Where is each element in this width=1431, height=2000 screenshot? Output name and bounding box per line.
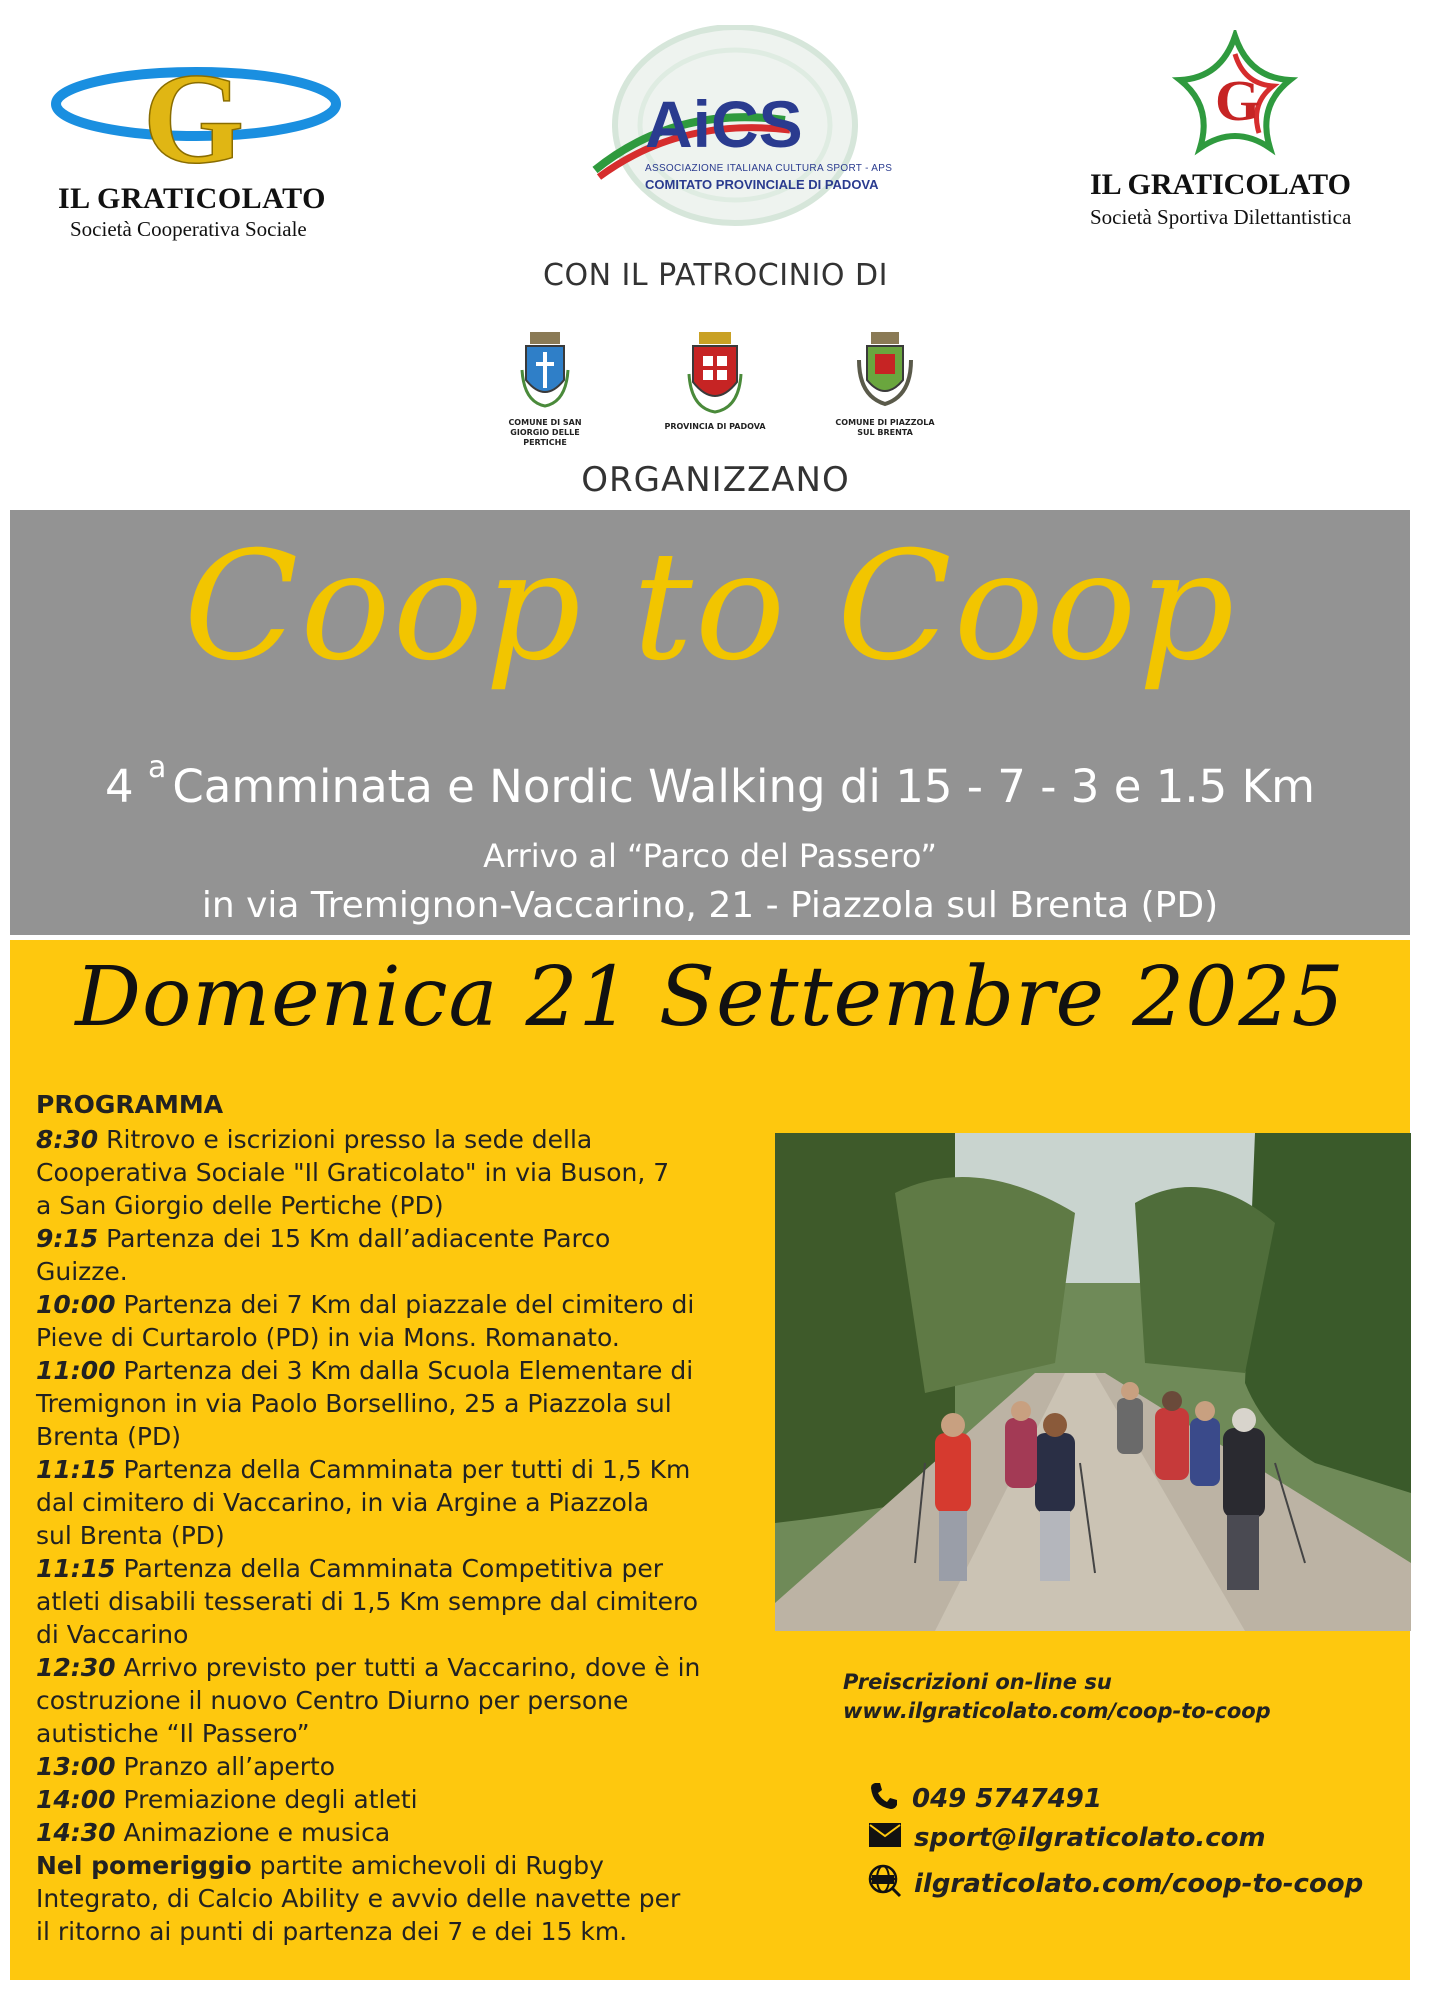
program-line (36, 1222, 776, 1255)
organizzano-heading: ORGANIZZANO (581, 460, 850, 500)
program-line (36, 1189, 776, 1222)
crest-san-giorgio (490, 330, 600, 448)
program-text: Pieve di Curtarolo (PD) in via Mons. Romanato. (36, 1323, 620, 1352)
program-text: Partenza della Camminata per tutti di 1,5 Km (115, 1455, 691, 1484)
program-time: 12:30 (36, 1653, 116, 1682)
program-line (36, 1783, 776, 1816)
logo-letter-right: G (1215, 68, 1261, 133)
program-line (36, 1585, 776, 1618)
logo-right-name: IL GRATICOLATO (1090, 168, 1351, 201)
event-date: Domenica 21 Settembre 2025 (75, 950, 1345, 1045)
registration-label: Preiscrizioni on-line su (843, 1670, 1112, 1694)
program-line (36, 1750, 776, 1783)
program-line (36, 1321, 776, 1354)
coat-of-arms-icon (520, 330, 570, 410)
logo-graticolato-sportiva (1080, 30, 1410, 240)
contact-phone[interactable] (868, 1780, 1102, 1819)
program-text: Integrato, di Calcio Ability e avvio delle navette per (36, 1884, 681, 1913)
program-text: a San Giorgio delle Pertiche (PD) (36, 1191, 444, 1220)
program-text: Ritrovo e iscrizioni presso la sede della (98, 1125, 593, 1154)
program-time: 8:30 (36, 1125, 99, 1154)
program-text: autistiche “Il Passero” (36, 1719, 310, 1748)
crest-piazzola (830, 330, 940, 438)
graticolato-g-emblem (48, 42, 358, 182)
event-address: in via Tremignon-Vaccarino, 21 - Piazzola sul Brenta (PD) (201, 885, 1219, 926)
program-text: sul Brenta (PD) (36, 1521, 225, 1550)
program-line (36, 1387, 776, 1420)
program-time: 14:00 (36, 1785, 116, 1814)
crest-caption: COMUNE DI PIAZZOLA SUL BRENTA (835, 418, 935, 437)
program-text: di Vaccarino (36, 1620, 189, 1649)
program-line (36, 1849, 776, 1882)
event-description: Camminata e Nordic Walking di 15 - 7 - 3 e 1.5 Km (172, 760, 1315, 813)
program-line (36, 1486, 776, 1519)
aics-subtitle: ASSOCIAZIONE ITALIANA CULTURA SPORT - APS (645, 163, 893, 174)
event-arrival: Arrivo al “Parco del Passero” (483, 837, 937, 875)
coat-of-arms-icon (855, 330, 915, 410)
program-line (36, 1453, 776, 1486)
program-text: Partenza dei 3 Km dalla Scuola Elementare di (115, 1356, 694, 1385)
crest-caption: COMUNE DI SAN GIORGIO DELLE PERTICHE (508, 418, 582, 447)
logo-left-subtitle: Società Cooperativa Sociale (70, 217, 307, 241)
phone-number: 049 5747491 (912, 1784, 1102, 1814)
program-line (36, 1420, 776, 1453)
program-time: 13:00 (36, 1752, 116, 1781)
program-line (36, 1816, 776, 1849)
program-text: Partenza dei 15 Km dall’adiacente Parco (98, 1224, 611, 1253)
program-time: 10:00 (36, 1290, 116, 1319)
program-text: Partenza dei 7 Km dal piazzale del cimitero di (115, 1290, 695, 1319)
program-time: 11:00 (36, 1356, 116, 1385)
program-line (36, 1255, 776, 1288)
program-line (36, 1519, 776, 1552)
program-title: PROGRAMMA (36, 1090, 224, 1119)
logo-aics (585, 25, 893, 235)
registration-link[interactable]: www.ilgraticolato.com/coop-to-coop (843, 1699, 1271, 1723)
event-subtitle (10, 750, 1410, 813)
contact-web[interactable] (868, 1864, 1363, 1905)
web-icon (868, 1864, 902, 1905)
web-address: ilgraticolato.com/coop-to-coop (914, 1869, 1364, 1899)
program-line (36, 1618, 776, 1651)
edition-suffix: a (148, 750, 167, 785)
program-text: partite amichevoli di Rugby (251, 1851, 604, 1880)
program-time: 11:15 (36, 1455, 116, 1484)
program-line (36, 1288, 776, 1321)
program-time: 9:15 (36, 1224, 99, 1253)
crest-provincia-padova (660, 330, 770, 432)
walkers-photo (775, 1133, 1411, 1631)
coat-of-arms-icon (687, 330, 743, 414)
program-line (36, 1123, 776, 1156)
logo-left-name: IL GRATICOLATO (58, 182, 326, 215)
program-line (36, 1156, 776, 1189)
event-title: Coop to Coop (183, 520, 1237, 694)
program-text: costruzione il nuovo Centro Diurno per persone (36, 1686, 629, 1715)
program-time: 11:15 (36, 1554, 116, 1583)
patronage-heading: CON IL PATROCINIO DI (543, 258, 888, 293)
program-line (36, 1882, 776, 1915)
program-text: Arrivo previsto per tutti a Vaccarino, dove è in (115, 1653, 701, 1682)
program-text: Cooperativa Sociale "Il Graticolato" in via Buson, 7 (36, 1158, 670, 1187)
program-line (36, 1915, 776, 1948)
program-line (36, 1651, 776, 1684)
logo-letter: G (143, 47, 245, 182)
contact-email[interactable] (868, 1822, 1266, 1855)
program-text: Pranzo all’aperto (115, 1752, 336, 1781)
program-text: atleti disabili tesserati di 1,5 Km sempre dal cimitero (36, 1587, 698, 1616)
edition-number: 4 (105, 760, 134, 813)
program-text: Guizze. (36, 1257, 128, 1286)
program-text: Premiazione degli atleti (115, 1785, 418, 1814)
logo-graticolato-cooperativa (48, 42, 358, 242)
crest-caption: PROVINCIA DI PADOVA (664, 422, 766, 431)
aics-emblem (585, 25, 885, 235)
program-line (36, 1717, 776, 1750)
registration-info (843, 1668, 1271, 1726)
aics-wordmark: AiCS (645, 87, 803, 161)
phone-icon (868, 1780, 900, 1819)
mail-icon (868, 1822, 902, 1855)
program-time: Nel pomeriggio (36, 1851, 252, 1880)
program-text: dal cimitero di Vaccarino, in via Argine a Piazzola (36, 1488, 650, 1517)
program-text: Partenza della Camminata Competitiva per (115, 1554, 664, 1583)
program-list (36, 1123, 776, 1948)
program-time: 14:30 (36, 1818, 116, 1847)
email-address: sport@ilgraticolato.com (914, 1823, 1266, 1853)
program-text: Brenta (PD) (36, 1422, 182, 1451)
program-text: il ritorno ai punti di partenza dei 7 e dei 15 km. (36, 1917, 628, 1946)
aics-committee: COMITATO PROVINCIALE DI PADOVA (645, 177, 879, 192)
star-g-emblem (1080, 30, 1410, 165)
program-text: Animazione e musica (115, 1818, 391, 1847)
logo-right-subtitle: Società Sportiva Dilettantistica (1090, 205, 1352, 229)
program-line (36, 1684, 776, 1717)
program-line (36, 1354, 776, 1387)
program-text: Tremignon in via Paolo Borsellino, 25 a Piazzola sul (36, 1389, 672, 1418)
program-line (36, 1552, 776, 1585)
